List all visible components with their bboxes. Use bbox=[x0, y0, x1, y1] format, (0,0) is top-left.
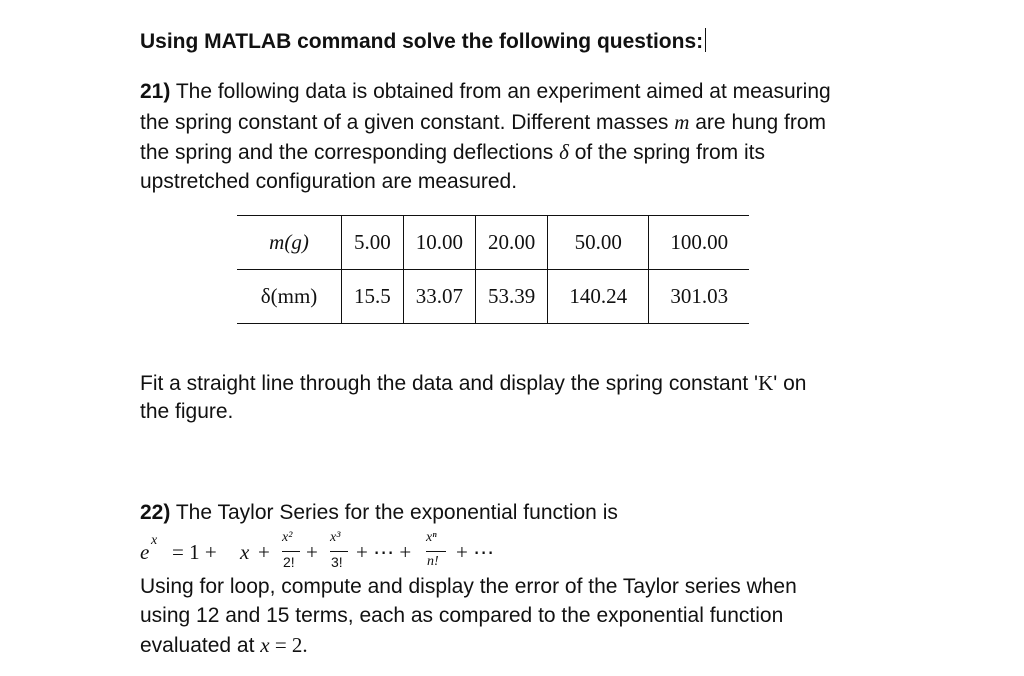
frac-3-num: x³ bbox=[330, 530, 341, 545]
formula-dots: + ⋯ + bbox=[356, 540, 412, 564]
table-cell: 20.00 bbox=[476, 216, 548, 270]
text-cursor bbox=[705, 28, 706, 52]
fit-text-2: the figure. bbox=[140, 400, 234, 423]
fit-line-1 bbox=[140, 368, 806, 399]
frac-2-den: 2! bbox=[283, 554, 295, 570]
q21-text-4: the spring and the corresponding deflections bbox=[140, 141, 560, 164]
fit-text-b: ' on bbox=[773, 372, 807, 395]
frac-n-bar bbox=[426, 551, 446, 552]
q21-text-2: the spring constant of a given constant. Different masses bbox=[140, 111, 675, 134]
table-cell: 10.00 bbox=[403, 216, 475, 270]
q22-text-2: using 12 and 15 terms, each as compared to the exponential function bbox=[140, 604, 784, 627]
frac-n-den: n! bbox=[427, 554, 439, 569]
q21-text-1: The following data is obtained from an experiment aimed at measuring bbox=[175, 80, 831, 103]
table-cell: 5.00 bbox=[342, 216, 404, 270]
formula-plus-2: + bbox=[306, 540, 318, 564]
mass-unit: (g) bbox=[284, 230, 309, 254]
frac-2-num: x² bbox=[282, 530, 293, 545]
q22-text-1: Using for loop, compute and display the error of the Taylor series when bbox=[140, 575, 797, 598]
formula-eq: = 1 + bbox=[172, 540, 217, 564]
heading-text: Using MATLAB command solve the following questions: bbox=[140, 30, 704, 53]
q21-number: 21) bbox=[140, 80, 171, 103]
q22-intro: The Taylor Series for the exponential function is bbox=[175, 501, 618, 524]
page-heading bbox=[140, 27, 706, 57]
table-cell: 15.5 bbox=[342, 270, 404, 324]
frac-2-bar bbox=[282, 551, 300, 552]
frac-3-bar bbox=[330, 551, 348, 552]
formula-plus-1: + bbox=[258, 540, 270, 564]
table-cell: 140.24 bbox=[548, 270, 649, 324]
q21-text-6: upstretched configuration are measured. bbox=[140, 170, 518, 193]
table-cell: 50.00 bbox=[548, 216, 649, 270]
formula-exponent: x bbox=[151, 533, 158, 548]
mass-var: m bbox=[269, 230, 285, 254]
fit-line-2 bbox=[140, 397, 233, 427]
q21-line-3 bbox=[140, 137, 765, 168]
table-header-mass bbox=[237, 216, 342, 270]
q22-line-1 bbox=[140, 498, 618, 528]
fit-k: K bbox=[758, 371, 774, 395]
formula-e: e bbox=[140, 540, 150, 564]
q21-line-2 bbox=[140, 107, 826, 138]
q21-text-5: of the spring from its bbox=[568, 141, 765, 164]
table-cell: 53.39 bbox=[476, 270, 548, 324]
q22-line-3 bbox=[140, 601, 783, 631]
q21-text-3: are hung from bbox=[689, 111, 826, 134]
q22-text-3b: = 2. bbox=[269, 633, 308, 657]
frac-n-num: xⁿ bbox=[426, 530, 437, 545]
table-cell: 33.07 bbox=[403, 270, 475, 324]
formula-x: x bbox=[240, 540, 250, 564]
table-row-mass bbox=[237, 216, 749, 270]
data-table bbox=[237, 215, 749, 324]
table-cell: 301.03 bbox=[649, 270, 750, 324]
formula-tail: + ⋯ bbox=[456, 540, 495, 564]
fit-text-a: Fit a straight line through the data and display the spring constant ' bbox=[140, 372, 759, 395]
q21-line-1 bbox=[140, 77, 831, 107]
q22-line-2 bbox=[140, 572, 797, 602]
q22-var-x: x bbox=[260, 633, 270, 657]
table-cell: 100.00 bbox=[649, 216, 750, 270]
q22-text-3a: evaluated at bbox=[140, 634, 261, 657]
q22-number: 22) bbox=[140, 501, 171, 524]
frac-3-den: 3! bbox=[331, 554, 343, 570]
q21-var-delta: δ bbox=[559, 140, 569, 164]
q22-line-4 bbox=[140, 630, 308, 661]
table-row-deflection bbox=[237, 270, 749, 324]
table-header-deflection: δ(mm) bbox=[237, 270, 342, 324]
q21-var-m: m bbox=[674, 110, 690, 134]
q21-line-4 bbox=[140, 167, 517, 197]
